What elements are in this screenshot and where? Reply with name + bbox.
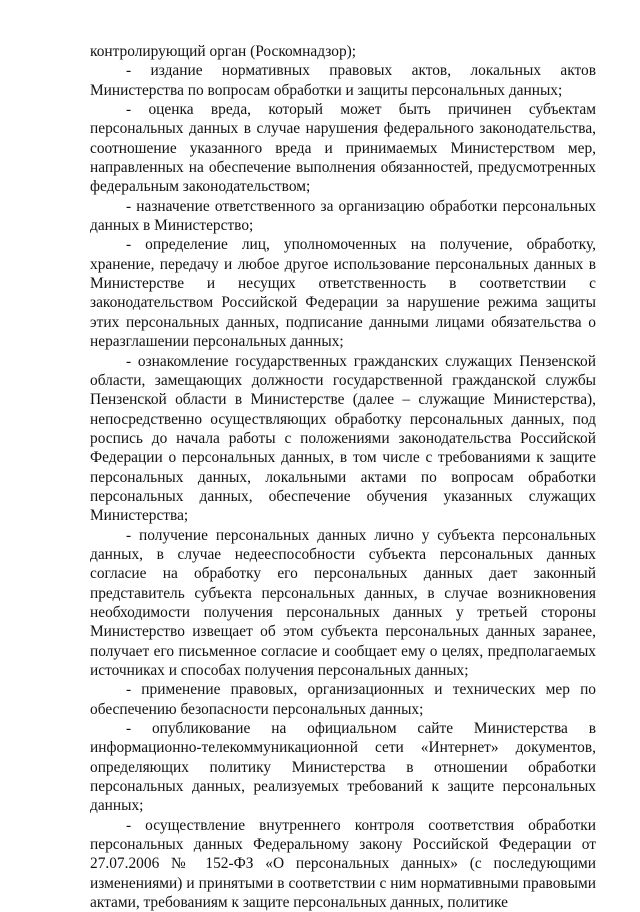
list-item-security-measures: - применение правовых, организационных и технических мер по обеспечению безопасности персональных данных; — [90, 681, 596, 718]
list-item-harm-assessment: - оценка вреда, который может быть причинен субъектам персональных данных в случае нарушения федерального законодательства, соотношение указанного вреда и принимаемых Министерством мер, направленных на обеспечение выполнения обязанностей, предусмотренных федеральным законодательством; — [90, 101, 596, 196]
list-item-internal-control: - осуществление внутреннего контроля соответствия обработки персональных данных Федеральному закону Российской Федерации от 27.07.2006 № 152-ФЗ «О персональных данных» (с последующими изменениями) и принятыми в соответствии с ним нормативными правовыми актами, требованиям к защите персональных данных, политике — [90, 816, 596, 912]
list-item-legal-acts: - издание нормативных правовых актов, локальных актов Министерства по вопросам обработки и защиты персональных данных; — [90, 62, 596, 99]
paragraph-continuation: контролирующий орган (Роскомнадзор); — [90, 43, 357, 60]
list-item-responsible-person: - назначение ответственного за организацию обработки персональных данных в Министерство; — [90, 197, 596, 235]
list-item-data-collection: - получение персональных данных лично у субъекта персональных данных, в случае недееспособности субъекта персональных данных согласие на обработку его персональных данных дает законный представитель субъекта персональных данных, в случае возникновения необходимости получения персональных данных у третьей стороны Министерство извещает об этом субъекта персональных данных заранее, получает его письменное согласие и сообщает ему о целях, предполагаемых источниках и способах получения персональных данных; — [90, 526, 596, 679]
document-page — [90, 42, 596, 912]
list-item-authorized-persons: - определение лиц, уполномоченных на получение, обработку, хранение, передачу и любое другое использование персональных данных в Министерстве и несущих ответственность в соответствии с законодательством Российской Федерации за нарушение режима защиты этих персональных данных, подписание данными лицами обязательства о неразглашении персональных данных; — [90, 236, 596, 351]
list-item-staff-familiarization: - ознакомление государственных гражданских служащих Пензенской области, замещающих должности государственной гражданской службы Пензенской области в Министерстве (далее – служащие Министерства), непосредственно осуществляющих обработку персональных данных, под роспись до начала работы с положениями законодательства Российской Федерации о персональных данных, в том числе с требованиями к защите персональных данных, локальными актами по вопросам обработки персональных данных, обеспечение обучения указанных служащих Министерства; — [90, 352, 596, 525]
list-item-website-publication: - опубликование на официальном сайте Министерства в информационно-телекоммуникационной сети «Интернет» документов, определяющих политику Министерства в отношении обработки персональных данных, реализуемых требований к защите персональных данных; — [90, 720, 596, 815]
